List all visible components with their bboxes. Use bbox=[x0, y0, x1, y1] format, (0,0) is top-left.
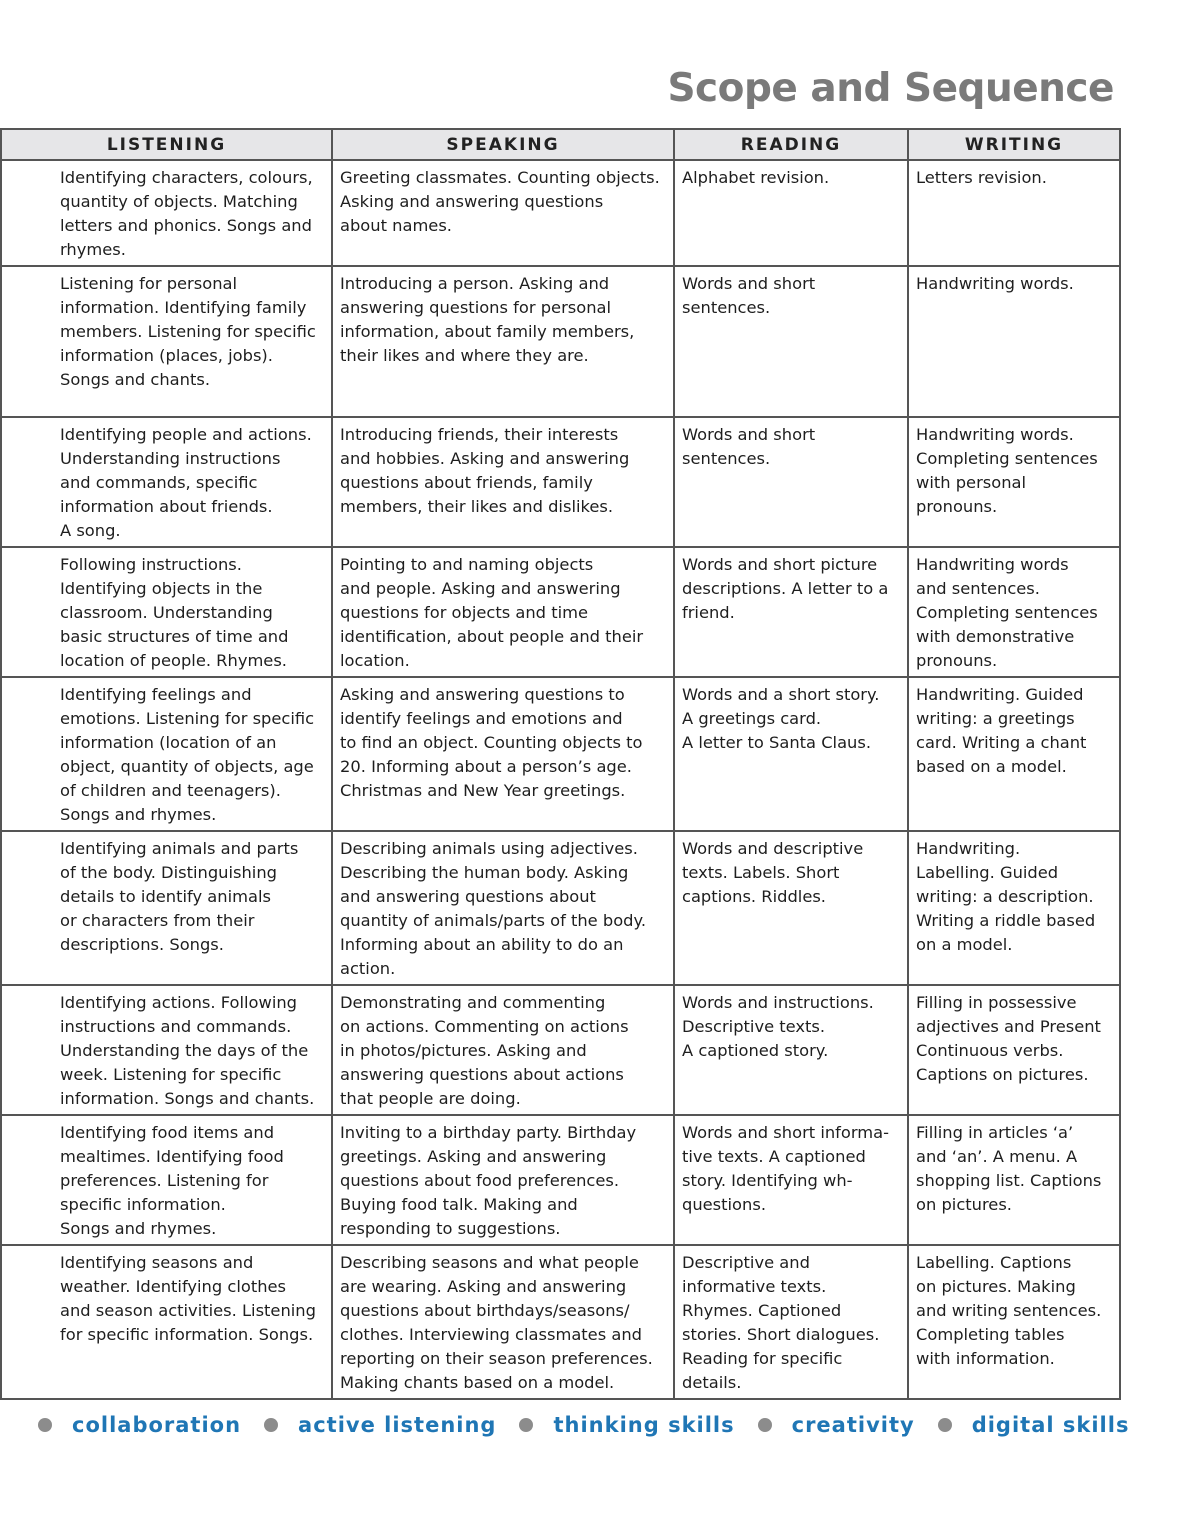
skill-label: digital skills bbox=[971, 1413, 1130, 1437]
skill-item-creativity bbox=[758, 1413, 938, 1437]
speaking-cell: Greeting classmates. Counting objects. Asking and answering questions about names. bbox=[332, 160, 674, 266]
speaking-cell: Introducing friends, their interests and hobbies. Asking and answering questions about friends, family members, their likes and dislikes. bbox=[332, 417, 674, 547]
speaking-cell: Introducing a person. Asking and answering questions for personal information, about family members, their likes and where they are. bbox=[332, 266, 674, 417]
table-row bbox=[1, 547, 1120, 677]
listening-cell: Identifying food items and mealtimes. Identifying food preferences. Listening for specific information. Songs and rhymes. bbox=[1, 1115, 332, 1245]
speaking-cell: Demonstrating and commenting on actions. Commenting on actions in photos/pictures. Asking and answering questions about actions that people are doing. bbox=[332, 985, 674, 1115]
bullet-dot-icon bbox=[938, 1418, 952, 1432]
table-row bbox=[1, 985, 1120, 1115]
bullet-dot-icon bbox=[519, 1418, 533, 1432]
listening-cell: Listening for personal information. Identifying family members. Listening for specific information (places, jobs). Songs and chants. bbox=[1, 266, 332, 417]
table-row bbox=[1, 266, 1120, 417]
table-row bbox=[1, 1245, 1120, 1399]
table-row bbox=[1, 677, 1120, 831]
listening-cell: Identifying seasons and weather. Identifying clothes and season activities. Listening for specific information. Songs. bbox=[1, 1245, 332, 1399]
reading-cell: Words and short sentences. bbox=[674, 266, 908, 417]
header-listening: LISTENING bbox=[1, 129, 332, 160]
writing-cell: Letters revision. bbox=[908, 160, 1120, 266]
listening-cell: Identifying people and actions. Understanding instructions and commands, specific information about friends. A song. bbox=[1, 417, 332, 547]
page-title: Scope and Sequence bbox=[667, 66, 1114, 111]
skill-label: thinking skills bbox=[553, 1413, 735, 1437]
speaking-cell: Inviting to a birthday party. Birthday greetings. Asking and answering questions about food preferences. Buying food talk. Making and responding to suggestions. bbox=[332, 1115, 674, 1245]
table-row bbox=[1, 831, 1120, 985]
listening-cell: Identifying characters, colours, quantity of objects. Matching letters and phonics. Songs and rhymes. bbox=[1, 160, 332, 266]
skill-label: creativity bbox=[791, 1413, 915, 1437]
skill-item-digital-skills bbox=[938, 1413, 1153, 1437]
speaking-cell: Describing animals using adjectives. Describing the human body. Asking and answering questions about quantity of animals/parts of the body. Informing about an ability to do an action. bbox=[332, 831, 674, 985]
writing-cell: Handwriting words and sentences. Completing sentences with demonstrative pronouns. bbox=[908, 547, 1120, 677]
skill-label: collaboration bbox=[72, 1413, 242, 1437]
skill-item-thinking-skills bbox=[519, 1413, 757, 1437]
table-row bbox=[1, 160, 1120, 266]
header-reading: READING bbox=[674, 129, 908, 160]
writing-cell: Handwriting words. Completing sentences with personal pronouns. bbox=[908, 417, 1120, 547]
speaking-cell: Asking and answering questions to identify feelings and emotions and to find an object. Counting objects to 20. Informing about a person’s age. Christmas and New Year greetings. bbox=[332, 677, 674, 831]
scope-sequence-table bbox=[0, 128, 1121, 1400]
skill-item-active-listening bbox=[264, 1413, 519, 1437]
reading-cell: Words and a short story. A greetings card. A letter to Santa Claus. bbox=[674, 677, 908, 831]
reading-cell: Words and instructions. Descriptive texts. A captioned story. bbox=[674, 985, 908, 1115]
skills-footer bbox=[38, 1413, 1152, 1437]
writing-cell: Filling in articles ‘a’ and ‘an’. A menu. A shopping list. Captions on pictures. bbox=[908, 1115, 1120, 1245]
header-speaking: SPEAKING bbox=[332, 129, 674, 160]
reading-cell: Words and short picture descriptions. A letter to a friend. bbox=[674, 547, 908, 677]
writing-cell: Filling in possessive adjectives and Present Continuous verbs. Captions on pictures. bbox=[908, 985, 1120, 1115]
bullet-dot-icon bbox=[758, 1418, 772, 1432]
speaking-cell: Pointing to and naming objects and people. Asking and answering questions for objects and time identification, about people and their location. bbox=[332, 547, 674, 677]
reading-cell: Alphabet revision. bbox=[674, 160, 908, 266]
table-header-row bbox=[1, 129, 1120, 160]
listening-cell: Identifying feelings and emotions. Listening for specific information (location of an object, quantity of objects, age of children and teenagers). Songs and rhymes. bbox=[1, 677, 332, 831]
bullet-dot-icon bbox=[264, 1418, 278, 1432]
bullet-dot-icon bbox=[38, 1418, 52, 1432]
speaking-cell: Describing seasons and what people are wearing. Asking and answering questions about birthdays/seasons/ clothes. Interviewing classmates and reporting on their season preferences. Making chants based on a model. bbox=[332, 1245, 674, 1399]
reading-cell: Descriptive and informative texts. Rhymes. Captioned stories. Short dialogues. Reading for specific details. bbox=[674, 1245, 908, 1399]
listening-cell: Identifying animals and parts of the body. Distinguishing details to identify animals or characters from their descriptions. Songs. bbox=[1, 831, 332, 985]
skill-item-collaboration bbox=[38, 1413, 264, 1437]
reading-cell: Words and short informa- tive texts. A captioned story. Identifying wh- questions. bbox=[674, 1115, 908, 1245]
writing-cell: Handwriting. Labelling. Guided writing: a description. Writing a riddle based on a model. bbox=[908, 831, 1120, 985]
writing-cell: Handwriting. Guided writing: a greetings card. Writing a chant based on a model. bbox=[908, 677, 1120, 831]
header-writing: WRITING bbox=[908, 129, 1120, 160]
writing-cell: Handwriting words. bbox=[908, 266, 1120, 417]
reading-cell: Words and short sentences. bbox=[674, 417, 908, 547]
listening-cell: Identifying actions. Following instructions and commands. Understanding the days of the week. Listening for specific information. Songs and chants. bbox=[1, 985, 332, 1115]
table-row bbox=[1, 417, 1120, 547]
reading-cell: Words and descriptive texts. Labels. Short captions. Riddles. bbox=[674, 831, 908, 985]
listening-cell: Following instructions. Identifying objects in the classroom. Understanding basic structures of time and location of people. Rhymes. bbox=[1, 547, 332, 677]
writing-cell: Labelling. Captions on pictures. Making and writing sentences. Completing tables with information. bbox=[908, 1245, 1120, 1399]
skill-label: active listening bbox=[298, 1413, 497, 1437]
table-row bbox=[1, 1115, 1120, 1245]
